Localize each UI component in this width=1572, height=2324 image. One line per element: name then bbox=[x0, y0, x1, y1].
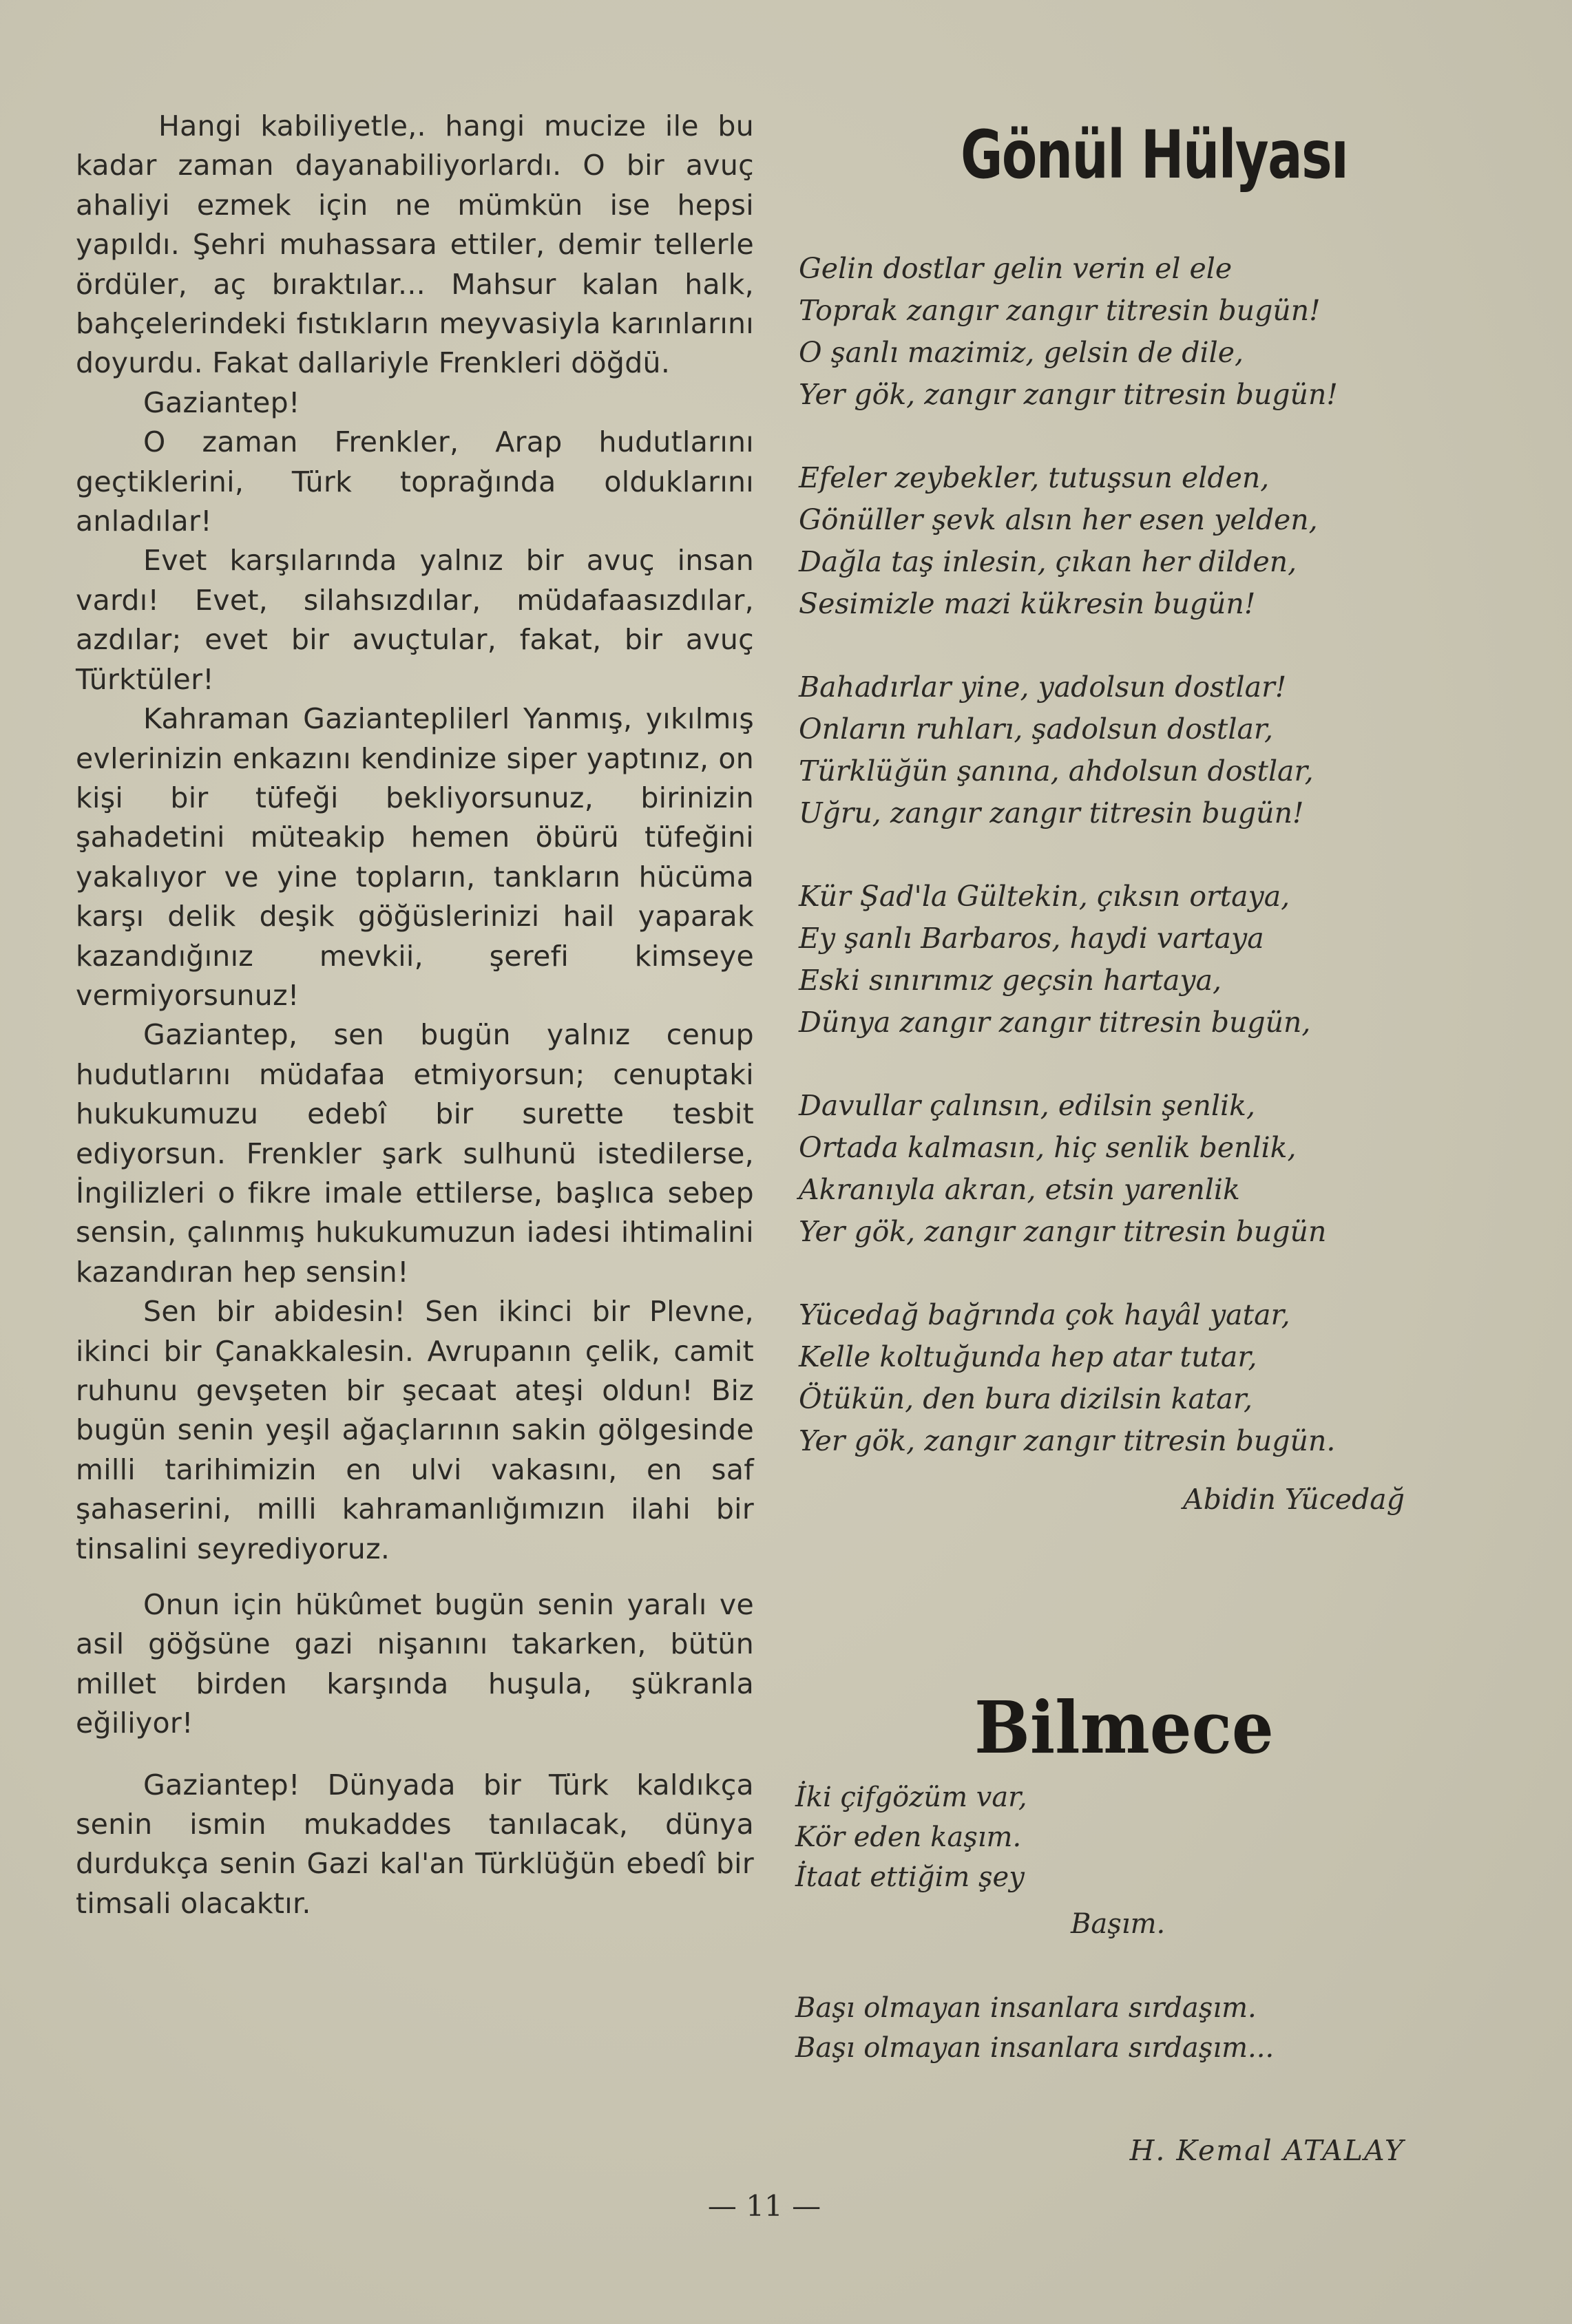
riddle-line: Başı olmayan insanlara sırdaşım... bbox=[795, 2032, 1275, 2064]
poem-line: Toprak zangır zangır titresin bugün! bbox=[799, 294, 1321, 327]
riddle-line: İki çifgözüm var, bbox=[795, 1782, 1027, 1813]
poem-line: Bahadırlar yine, yadolsun dostlar! bbox=[799, 670, 1287, 704]
poem-line: Uğru, zangır zangır titresin bugün! bbox=[799, 796, 1304, 830]
poem-line: Türklüğün şanına, ahdolsun dostlar, bbox=[799, 754, 1314, 788]
riddle-title: Bilmece bbox=[974, 1685, 1274, 1770]
article-paragraph: Kahraman Gazianteplilerl Yanmış, yıkılmış evlerinizin enkazını kendinize siper yaptınız, on kişi bir tüfeği bekliyorsunuz, birinizin şahadetini müteakip hemen öbürü tüfeğini yakalıyor ve yine topların, tankların hücüma karşı delik deşik göğüslerinizi hail yaparak kazandığınız mevkii, şerefi kimseye vermiyorsunuz! bbox=[76, 702, 754, 1012]
poem-line: Yer gök, zangır zangır titresin bugün. bbox=[799, 1424, 1336, 1457]
article-paragraph: O zaman Frenkler, Arap hudutlarını geçtiklerini, Türk toprağında olduklarını anladılar! bbox=[76, 425, 754, 538]
article-paragraph: Hangi kabiliyetle,. hangi mucize ile bu kadar zaman dayanabiliyorlardı. O bir avuç ahaliyi ezmek için ne mümkün ise hepsi yapıldı. Şehri muhassara ettiler, demir tellerle ördüler, aç bıraktılar... Mahsur kalan halk, bahçelerindeki fıstıkların meyvasiyla karınlarını doyurdu. Fakat dallariyle Frenkleri döğdü. bbox=[76, 109, 754, 380]
poem-line: Efeler zeybekler, tutuşsun elden, bbox=[799, 461, 1270, 494]
riddle-closing bbox=[795, 1988, 1415, 2068]
poem-line: Davullar çalınsın, edilsin şenlik, bbox=[799, 1089, 1255, 1122]
article-paragraph: Gaziantep, sen bugün yalnız cenup hudutlarını müdafaa etmiyorsun; cenuptaki hukukumuzu edebî bir surette tesbit ediyorsun. Frenkler şark sulhunü istedilerse, İngilizleri o fikre imale ettilerse, başlıca sebep sensin, çalınmış hukukumuzun iadesi ihtimalini kazandıran hep sensin! bbox=[76, 1018, 754, 1289]
page-number: — 11 — bbox=[707, 2189, 821, 2223]
poem-line: Gönüller şevk alsın her esen yelden, bbox=[799, 503, 1318, 536]
article-paragraph: Gaziantep! bbox=[143, 385, 300, 419]
article-column bbox=[76, 107, 754, 1923]
article-paragraph: Onun için hükûmet bugün senin yaralı ve asil göğsüne gazi nişanını takarken, bütün millet birden karşında huşula, şükranla eğiliyor! bbox=[76, 1588, 754, 1740]
riddle-line: Kör eden kaşım. bbox=[795, 1821, 1022, 1853]
poem-line: Onların ruhları, şadolsun dostlar, bbox=[799, 712, 1274, 746]
poem-stanza bbox=[799, 876, 1501, 1044]
poem-line: Ey şanlı Barbaros, haydi vartaya bbox=[799, 922, 1264, 955]
article-paragraph: Gaziantep! Dünyada bir Türk kaldıkça senin ismin mukaddes tanılacak, dünya durdukça senin Gazi kal'an Türklüğün ebedî bir timsali olacaktır. bbox=[76, 1768, 754, 1920]
riddle-line: Başı olmayan insanlara sırdaşım. bbox=[795, 1992, 1257, 2024]
poem-title: Gönül Hülyası bbox=[961, 116, 1348, 193]
poem-stanza bbox=[799, 457, 1501, 625]
poem-line: Kür Şad'la Gültekin, çıksın ortaya, bbox=[799, 880, 1290, 913]
riddle-author: H. Kemal ATALAY bbox=[1129, 2134, 1405, 2167]
poem-line: O şanlı mazimiz, gelsin de dile, bbox=[799, 336, 1244, 369]
poem-stanza bbox=[799, 666, 1501, 834]
poem-line: Ortada kalmasın, hiç senlik benlik, bbox=[799, 1131, 1297, 1164]
poem-line: Yer gök, zangır zangır titresin bugün! bbox=[799, 378, 1338, 411]
poem-line: Dünya zangır zangır titresin bugün, bbox=[799, 1006, 1311, 1039]
riddle bbox=[795, 1777, 1415, 2068]
poem-line: Gelin dostlar gelin verin el ele bbox=[799, 252, 1233, 285]
poem-stanza bbox=[799, 248, 1501, 416]
poem-stanza bbox=[799, 1294, 1501, 1462]
poem-line: Sesimizle mazi kükresin bugün! bbox=[799, 587, 1256, 620]
riddle-line: İtaat ettiğim şey bbox=[795, 1861, 1025, 1893]
article-paragraph: Sen bir abidesin! Sen ikinci bir Plevne, ikinci bir Çanakkalesin. Avrupanın çelik, camit ruhunu gevşeten bir şecaat ateşi oldun! Biz bugün senin yeşil ağaçlarının sakin gölgesinde milli tarihimizin en ulvi vakasını, en saf şahaserini, milli kahramanlığımızın ilahi bir tinsalini seyrediyoruz. bbox=[76, 1295, 754, 1565]
poem-line: Yücedağ bağrında çok hayâl yatar, bbox=[799, 1298, 1290, 1331]
riddle-answer: Başım. bbox=[1071, 1908, 1166, 1940]
poem bbox=[799, 248, 1501, 1521]
poem-line: Yer gök, zangır zangır titresin bugün bbox=[799, 1215, 1327, 1248]
poem-line: Ötükün, den bura dizilsin katar, bbox=[799, 1382, 1253, 1415]
poem-line: Dağla taş inlesin, çıkan her dilden, bbox=[799, 545, 1297, 578]
article-paragraph: Evet karşılarında yalnız bir avuç insan vardı! Evet, silahsızdılar, müdafaasızdılar, azdılar; evet bir avuçtular, fakat, bir avuç Türktüler! bbox=[76, 544, 754, 696]
poem-line: Kelle koltuğunda hep atar tutar, bbox=[799, 1340, 1257, 1373]
poem-line: Eski sınırımız geçsin hartaya, bbox=[799, 964, 1222, 997]
poem-stanza bbox=[799, 1085, 1501, 1253]
poem-author: Abidin Yücedağ bbox=[1183, 1483, 1405, 1516]
poem-line: Akranıyla akran, etsin yarenlik bbox=[799, 1173, 1240, 1206]
